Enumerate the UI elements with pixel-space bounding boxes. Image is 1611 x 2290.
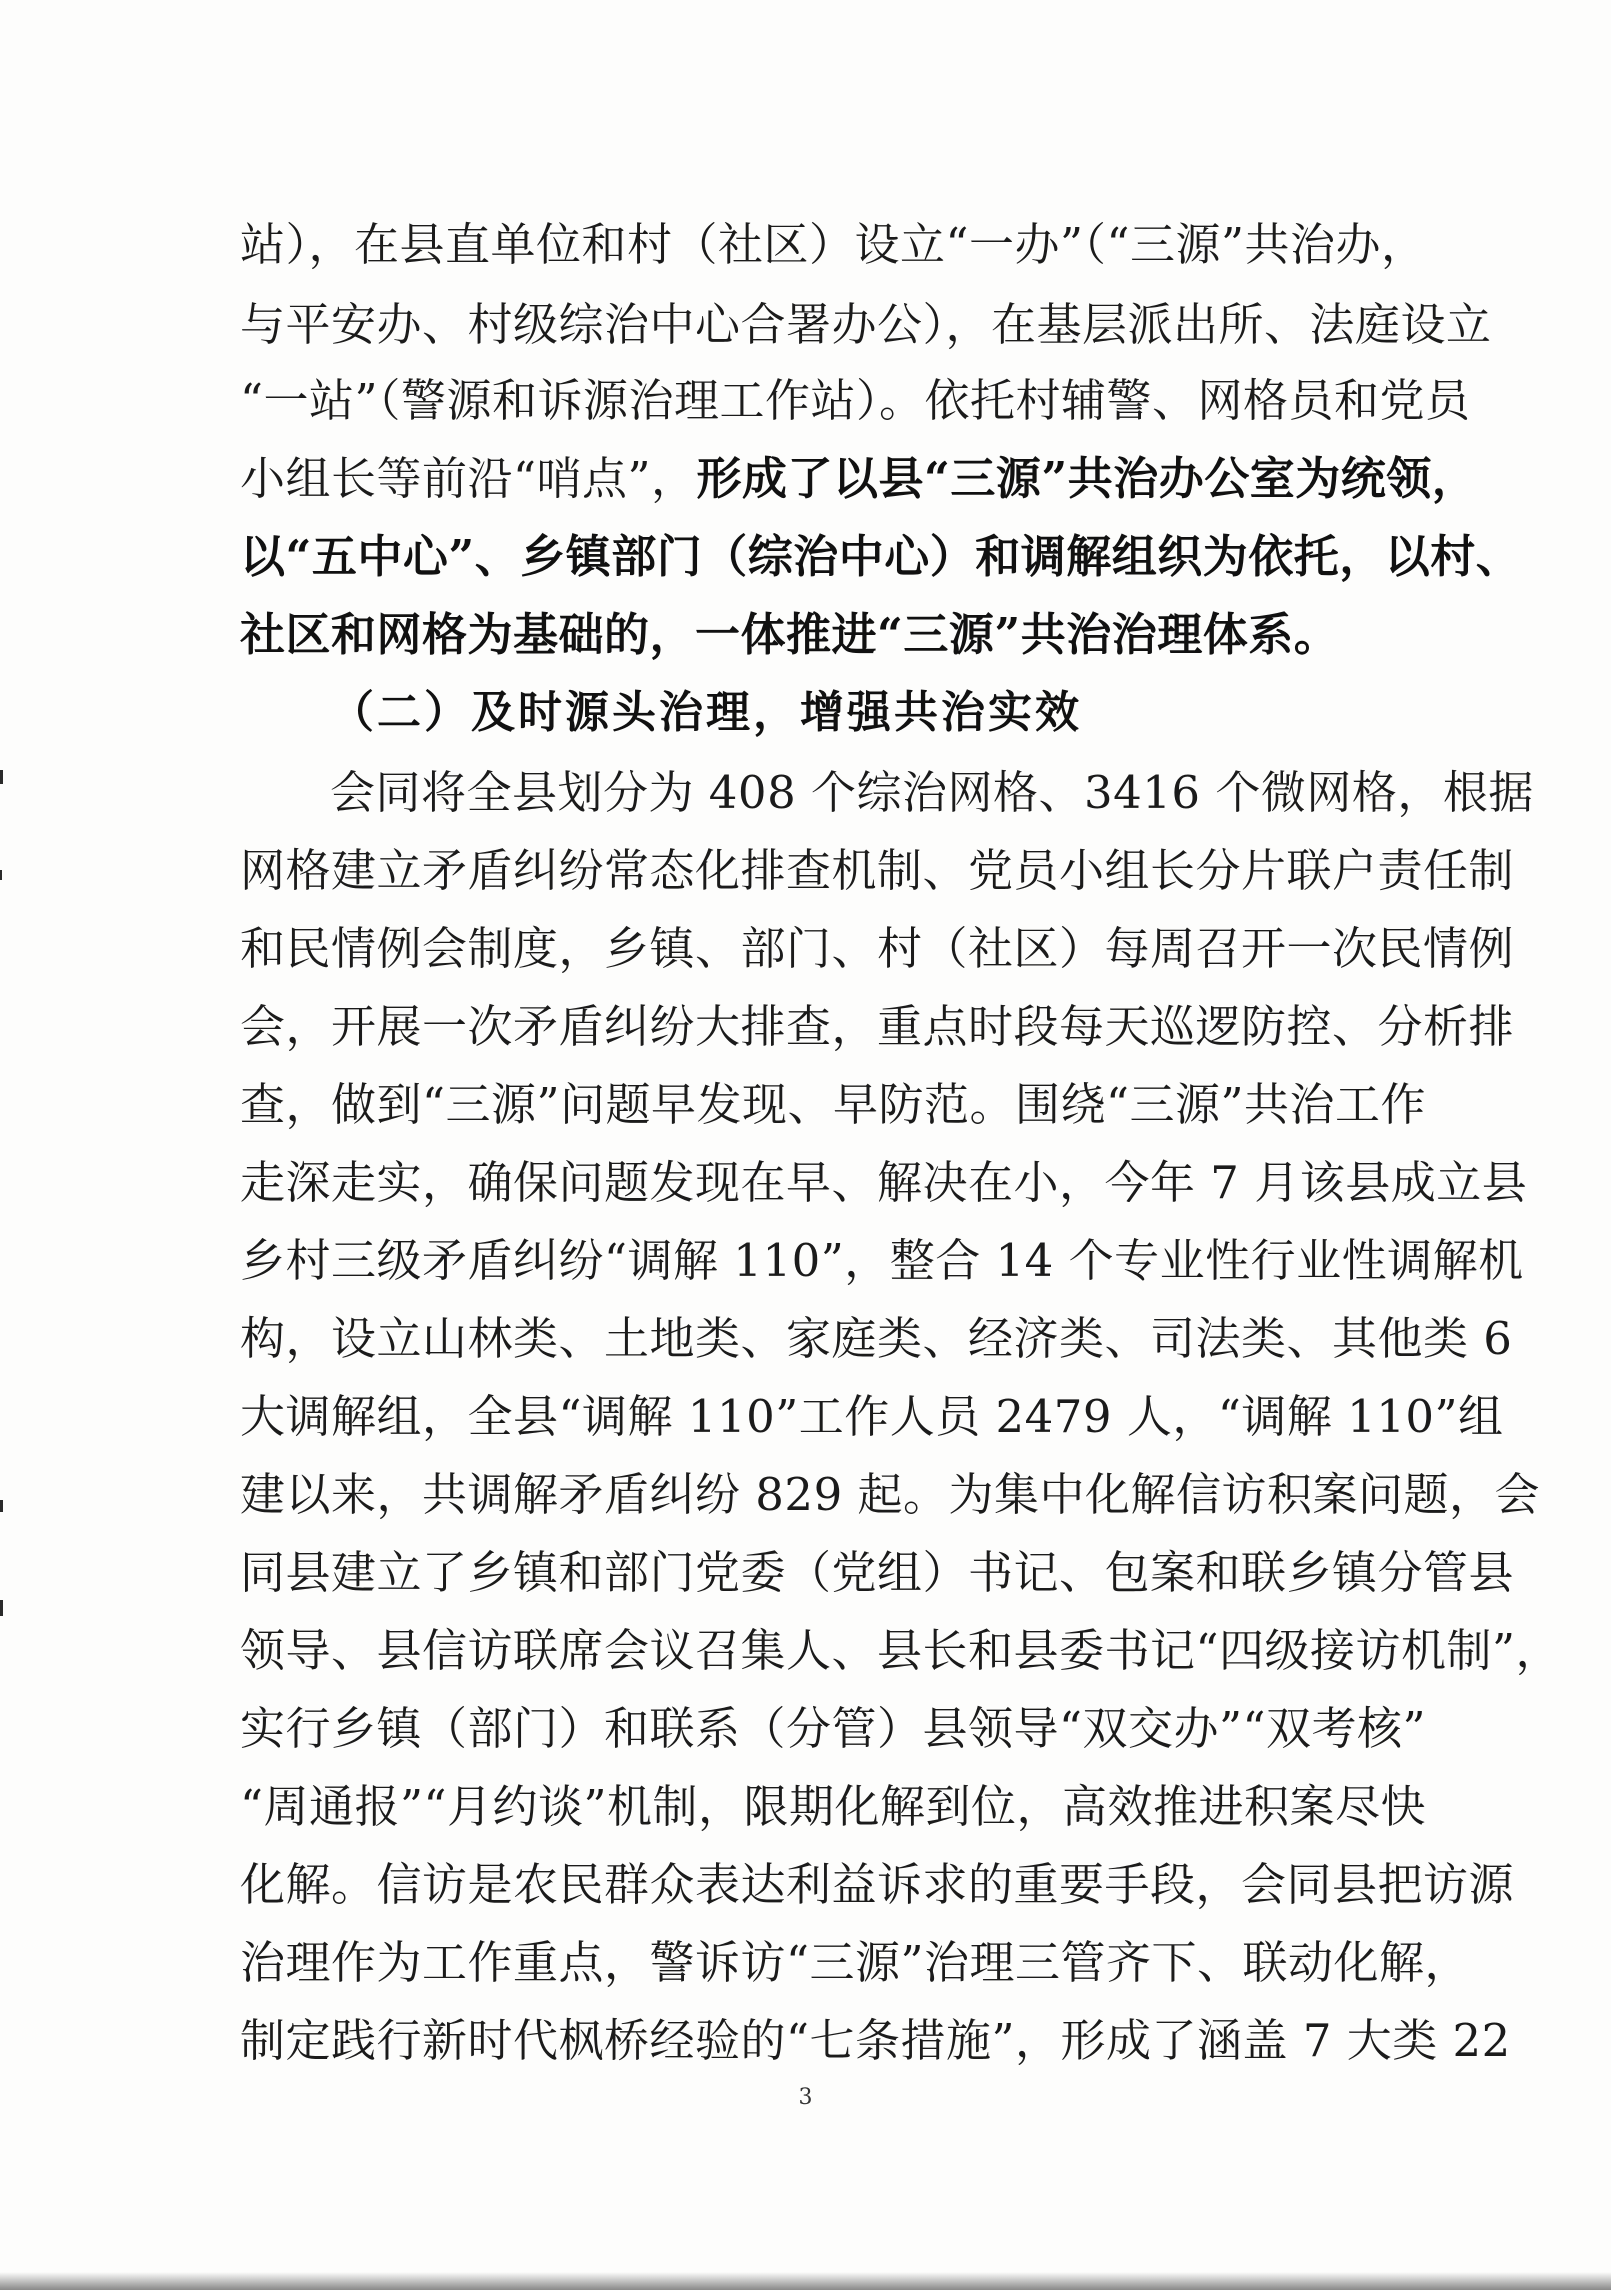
text-line-3: “一站”（警源和诉源治理工作站）。依托村辅警、网格员和党员	[240, 374, 1471, 427]
scan-mark	[0, 1500, 3, 1512]
text-line-1: 站），在县直单位和村（社区）设立“一办”（“三源”共治办，	[240, 218, 1427, 271]
paragraph-line-16: 治理作为工作重点，警诉访“三源”治理三管齐下、联动化解，	[240, 1936, 1471, 1989]
paragraph-line-6: 走深走实，确保问题发现在早、解决在小，今年 7 月该县成立县	[240, 1156, 1528, 1209]
text-line-2: 与平安办、村级综治中心合署办公），在基层派出所、法庭设立	[240, 298, 1492, 351]
bold-line-1: 以“五中心”、乡镇部门（综治中心）和调解组织为依托，以村、	[240, 530, 1522, 583]
bold-line-2: 社区和网格为基础的，一体推进“三源”共治治理体系。	[240, 608, 1340, 661]
paragraph-line-12: 领导、县信访联席会议召集人、县长和县委书记“四级接访机制”，	[240, 1624, 1562, 1677]
paragraph-line-5: 查，做到“三源”问题早发现、早防范。围绕“三源”共治工作	[240, 1078, 1427, 1131]
paragraph-line-1: 会同将全县划分为 408 个综治网格、3416 个微网格，根据	[330, 766, 1534, 819]
paragraph-line-4: 会，开展一次矛盾纠纷大排查，重点时段每天巡逻防控、分析排	[240, 1000, 1515, 1053]
scan-mark	[0, 770, 3, 784]
paragraph-line-9: 大调解组，全县“调解 110”工作人员 2479 人，“调解 110”组	[240, 1390, 1504, 1443]
paragraph-line-2: 网格建立矛盾纠纷常态化排查机制、党员小组长分片联户责任制	[240, 844, 1515, 897]
text-line-4-bold: 形成了以县“三源”共治办公室为统领，	[696, 452, 1478, 505]
page-number: 3	[798, 2085, 813, 2110]
paragraph-line-14: “周通报”“月约谈”机制，限期化解到位，高效推进积案尽快	[240, 1780, 1427, 1833]
paragraph-line-8: 构，设立山林类、土地类、家庭类、经济类、司法类、其他类 6	[240, 1312, 1513, 1365]
paragraph-line-17: 制定践行新时代枫桥经验的“七条措施”，形成了涵盖 7 大类 22	[240, 2014, 1511, 2067]
paragraph-line-3: 和民情例会制度，乡镇、部门、村（社区）每周召开一次民情例	[240, 922, 1515, 975]
scan-mark	[0, 870, 2, 880]
section-heading: （二）及时源头治理，增强共治实效	[330, 687, 1082, 738]
text-line-4-regular: 小组长等前沿“哨点”，	[240, 452, 697, 505]
paragraph-line-13: 实行乡镇（部门）和联系（分管）县领导“双交办”“双考核”	[240, 1702, 1427, 1755]
scan-edge	[0, 2272, 1611, 2290]
text-line-4	[240, 449, 1478, 509]
paragraph-line-15: 化解。信访是农民群众表达利益诉求的重要手段，会同县把访源	[240, 1858, 1515, 1911]
paragraph-line-7: 乡村三级矛盾纠纷“调解 110”，整合 14 个专业性行业性调解机	[240, 1234, 1524, 1287]
scan-mark	[0, 1600, 3, 1616]
paragraph-line-10: 建以来，共调解矛盾纠纷 829 起。为集中化解信访积案问题，会	[240, 1468, 1541, 1521]
paragraph-line-11: 同县建立了乡镇和部门党委（党组）书记、包案和联乡镇分管县	[240, 1546, 1515, 1599]
